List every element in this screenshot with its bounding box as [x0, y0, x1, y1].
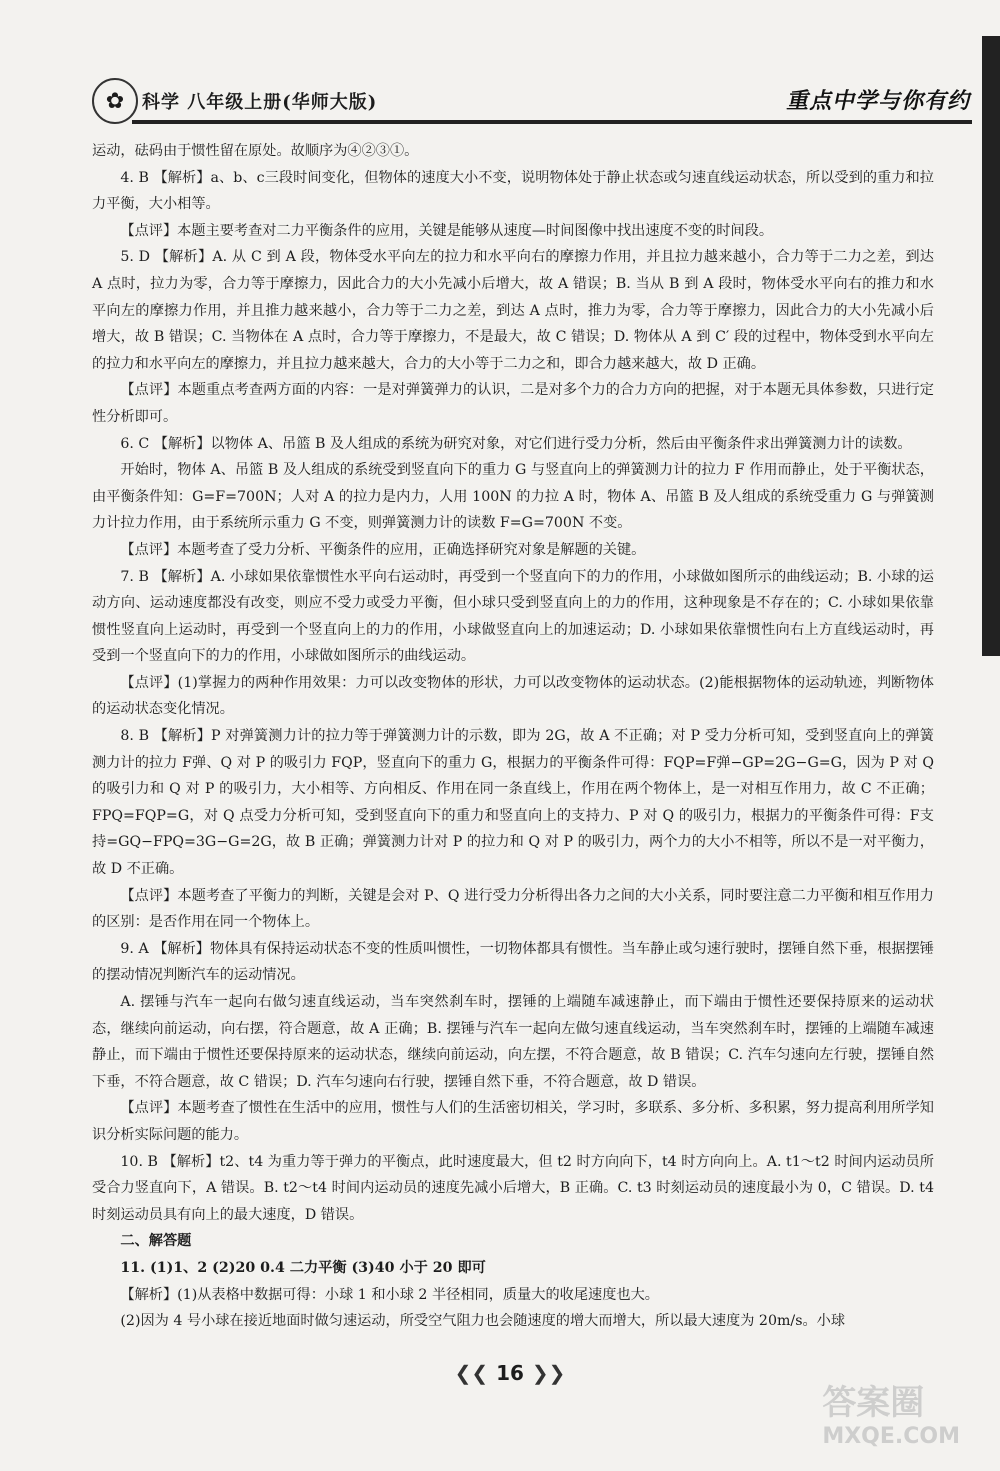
answer-paragraph: 运动，砝码由于惯性留在原处。故顺序为④②③①。	[92, 143, 419, 159]
series-brand: 重点中学与你有约	[784, 88, 975, 114]
header-divider	[132, 120, 972, 124]
answer-paragraph: (2)因为 4 号小球在接近地面时做匀速运动，所受空气阻力也会随速度的增大而增大，所以最大速度为 20m/s。小球	[120, 1313, 846, 1330]
answer-paragraph: 【点评】本题考查了惯性在生活中的应用，惯性与人们的生活密切相关，学习时，多联系、多分析、多积累，努力提高利用所学知识分析实际问题的能力。	[92, 1100, 934, 1143]
answer-paragraph: 8. B 【解析】P 对弹簧测力计的拉力等于弹簧测力计的示数，即为 2G，故 A 不正确；对 P 受力分析可知，受到竖直向上的弹簧测力计的拉力 F弹、Q 对 P 的吸引力 FQP，竖直向下的重力 G，根据力的平衡条件可得：FQP=F弹−GP=2G−G=G，因为 P 对 Q 的吸引力和 Q 对 P 的吸引力，大小相等、方向相反、作用在同一条直线上，作用在两个物体上，是一对相互作用力，故 C 不正确；FPQ=FQP=G，对 Q 点受力分析可知，受到竖直向下的重力和竖直向上的支持力、P 对 Q 的吸引力，根据力的平衡条件可得：F支持=GQ−FPQ=3G−G=2G，故 B 正确；弹簧测力计对 P 的拉力和 Q 对 P 的吸引力，两个力的大小不相等，所以不是一对平衡力，故 D 不正确。	[92, 728, 934, 878]
answer-paragraph: 4. B 【解析】a、b、c三段时间变化，但物体的速度大小不变，说明物体处于静止状态或匀速直线运动状态，所以受到的重力和拉力平衡，大小相等。	[92, 169, 934, 213]
page-number: 16	[496, 1361, 524, 1385]
watermark	[822, 1375, 960, 1449]
page-footer	[452, 1358, 568, 1388]
answer-content	[92, 138, 934, 1335]
answer-paragraph: A. 摆锤与汽车一起向右做匀速直线运动，当车突然刹车时，摆锤的上端随车减速静止，而下端由于惯性还要保持原来的运动状态，继续向前运动，向右摆，符合题意，故 A 正确；B. 摆锤与汽车一起向左做匀速直线运动，当车突然刹车时，摆锤的上端随车减速静止，而下端由于惯性还要保持原来的运动状态，继续向前运动，向左摆，不符合题意，故 B 错误；C. 汽车匀速向左行驶，摆锤自然下垂，不符合题意，故 C 错误；D. 汽车匀速向右行驶，摆锤自然下垂，不符合题意，故 D 错误。	[92, 994, 934, 1090]
answer-paragraph: 10. B 【解析】t2、t4 为重力等于弹力的平衡点，此时速度最大，但 t2 时方向向下，t4 时方向向上。A. t1～t2 时间内运动员所受合力竖直向下，A 错误。B. t2～t4 时间内运动员的速度先减小后增大，B 正确。C. t3 时刻运动员的速度最小为 0，C 错误。D. t4 时刻运动员具有向上的最大速度，D 错误。	[92, 1153, 934, 1223]
answer-paragraph: 【点评】本题主要考查对二力平衡条件的应用，关键是能够从速度—时间图像中找出速度不变的时间段。	[120, 222, 774, 239]
section-heading: 二、解答题	[120, 1233, 192, 1250]
watermark-main: 答案圈	[822, 1383, 925, 1423]
book-title: 科学 八年级上册(华师大版)	[142, 92, 378, 113]
answer-paragraph: 【点评】(1)掌握力的两种作用效果：力可以改变物体的形状，力可以改变物体的运动状态。(2)能根据物体的运动轨迹，判断物体的运动状态变化情况。	[92, 674, 934, 718]
answer-paragraph: 开始时，物体 A、吊篮 B 及人组成的系统受到竖直向下的重力 G 与竖直向上的弹簧测力计的拉力 F 作用而静止，处于平衡状态，由平衡条件知：G=F=700N；人对 A 的拉力是内力，人用 100N 的力拉 A 时，物体 A、吊篮 B 及人组成的系统受重力 G 与弹簧测力计拉力作用，由于系统所示重力 G 不变，则弹簧测力计的读数 F=G=700N 不变。	[92, 462, 934, 532]
left-ornament-icon: ❮❮	[454, 1361, 489, 1385]
answer-paragraph: 【点评】本题重点考查两方面的内容：一是对弹簧弹力的认识，二是对多个力的合力方向的把握，对于本题无具体参数，只进行定性分析即可。	[92, 382, 934, 425]
answer-paragraph: 【点评】本题考查了平衡力的判断，关键是会对 P、Q 进行受力分析得出各力之间的大小关系，同时要注意二力平衡和相互作用力的区别：是否作用在同一个物体上。	[92, 887, 934, 931]
section-heading: 11. (1)1、2 (2)20 0.4 二力平衡 (3)40 小于 20 即可	[120, 1259, 486, 1276]
answer-paragraph: 7. B 【解析】A. 小球如果依靠惯性水平向右运动时，再受到一个竖直向下的力的作用，小球做如图所示的曲线运动；B. 小球的运动方向、运动速度都没有改变，则应不受力或受力平衡，但小球只受到竖直向上的力的作用，这种现象是不存在的；C. 小球如果依靠惯性竖直向上运动时，再受到一个竖直向上的力的作用，小球做竖直向上的加速运动；D. 小球如果依靠惯性向右上方直线运动时，再受到一个竖直向下的力的作用，小球做如图所示的曲线运动。	[92, 568, 934, 665]
school-emblem-icon: ✿	[92, 78, 138, 124]
answer-paragraph: 6. C 【解析】以物体 A、吊篮 B 及人组成的系统为研究对象，对它们进行受力分析，然后由平衡条件求出弹簧测力计的读数。	[120, 435, 912, 452]
watermark-sub: MXQE.COM	[822, 1424, 960, 1449]
page-header	[92, 78, 975, 126]
binding-edge	[982, 36, 1000, 656]
answer-paragraph: 【解析】(1)从表格中数据可得：小球 1 和小球 2 半径相同，质量大的收尾速度也大。	[120, 1286, 659, 1303]
answer-paragraph: 【点评】本题考查了受力分析、平衡条件的应用，正确选择研究对象是解题的关键。	[120, 541, 646, 558]
right-ornament-icon: ❯❯	[531, 1361, 566, 1385]
answer-paragraph: 9. A 【解析】物体具有保持运动状态不变的性质叫惯性，一切物体都具有惯性。当车静止或匀速行驶时，摆锤自然下垂，根据摆锤的摆动情况判断汽车的运动情况。	[92, 940, 934, 984]
answer-paragraph: 5. D 【解析】A. 从 C 到 A 段，物体受水平向左的拉力和水平向右的摩擦力作用，并且拉力越来越小，合力等于二力之差，到达 A 点时，拉力为零，合力等于摩擦力，因此合力的大小先减小后增大，故 A 错误；B. 当从 B 到 A 段时，物体受水平向右的推力和水平向左的摩擦力作用，并且推力越来越小，合力等于二力之差，到达 A 点时，推力为零，合力等于摩擦力，因此合力的大小先减小后增大，故 B 错误；C. 当物体在 A 点时，合力等于摩擦力，不是最大，故 C 错误；D. 物体从 A 到 C′ 段的过程中，物体受到水平向左的拉力和水平向左的摩擦力，并且拉力越来越大，合力的大小等于二力之和，即合力越来越大，故 D 正确。	[92, 249, 934, 372]
